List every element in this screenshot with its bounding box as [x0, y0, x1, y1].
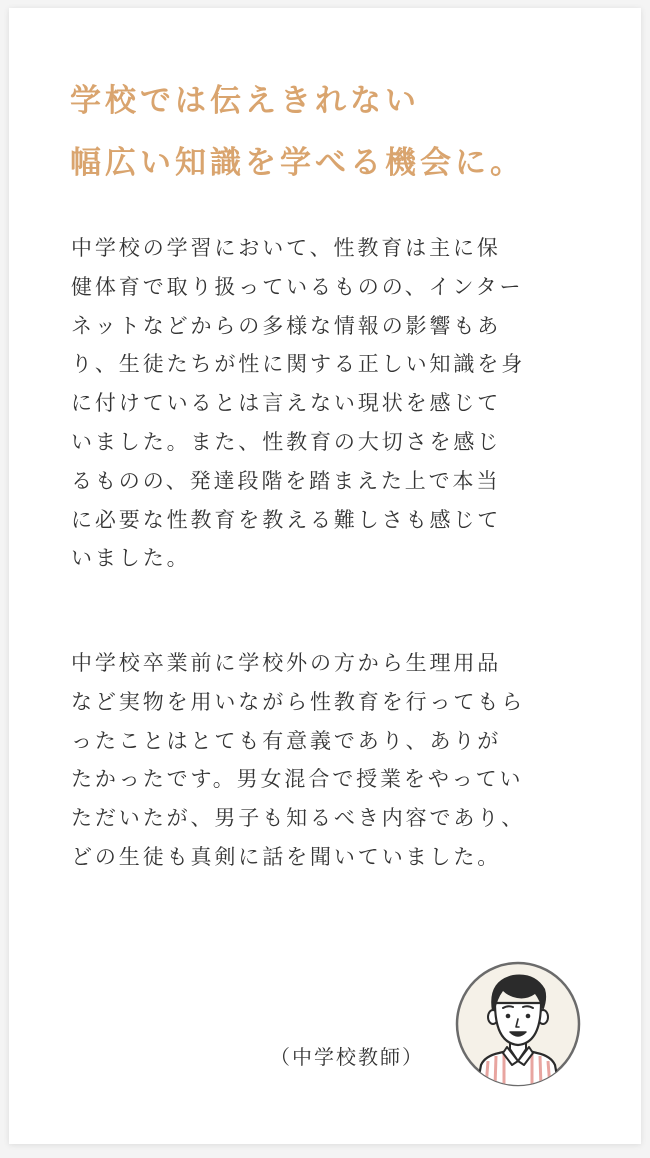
paragraph-line: いました。また、性教育の大切さを感じ — [71, 429, 502, 454]
teacher-avatar-illustration — [455, 961, 581, 1087]
paragraph-line: たかったです。男女混合で授業をやってい — [71, 767, 524, 792]
speaker-attribution: （中学校教師） — [270, 1045, 424, 1069]
paragraph-line: など実物を用いながら性教育を行ってもら — [71, 689, 526, 714]
paragraph-line: ったことはとても有意義であり、ありが — [71, 728, 502, 753]
paragraph-line: いました。 — [71, 546, 191, 571]
paragraph-line: ネットなどからの多様な情報の影響もあ — [71, 313, 502, 338]
paragraph-line: り、生徒たちが性に関する正しい知識を身 — [71, 352, 526, 377]
testimonial-paragraph-2 — [71, 644, 591, 877]
paragraph-line: に必要な性教育を教える難しさも感じて — [71, 507, 502, 532]
paragraph-line: ただいたが、男子も知るべき内容であり、 — [71, 806, 526, 831]
testimonial-paragraph-1 — [71, 229, 591, 578]
paragraph-line: 中学校卒業前に学校外の方から生理用品 — [71, 651, 502, 675]
paragraph-line: 中学校の学習において、性教育は主に保 — [71, 236, 501, 260]
paragraph-line: に付けているとは言えない現状を感じて — [71, 391, 502, 416]
teacher-avatar-icon — [455, 961, 581, 1087]
paragraph-line: 健体育で取り扱っているものの、インター — [71, 274, 524, 299]
heading-line-2: 幅広い知識を学べる機会に。 — [70, 145, 525, 181]
testimonial-heading — [70, 70, 610, 194]
paragraph-line: るものの、発達段階を踏まえた上で本当 — [71, 468, 501, 493]
heading-line-1: 学校では伝えきれない — [70, 83, 420, 119]
paragraph-line: どの生徒も真剣に話を聞いていました。 — [71, 844, 502, 869]
testimonial-card — [9, 8, 641, 1144]
